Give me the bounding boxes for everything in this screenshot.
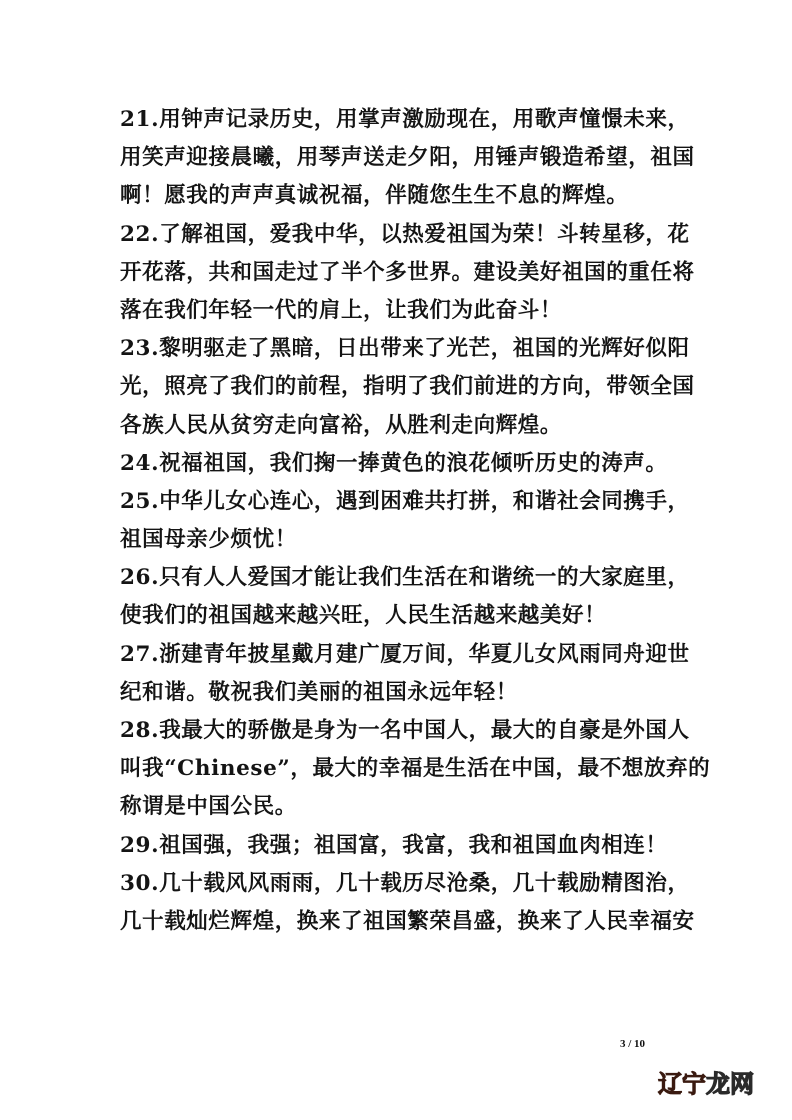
document-body bbox=[120, 101, 711, 941]
text-line: 25.中华儿女心连心，遇到困难共打拼，和谐社会同携手， bbox=[120, 488, 690, 514]
page-number: 3 / 10 bbox=[620, 1038, 646, 1050]
text-line: 光，照亮了我们的前程，指明了我们前进的方向，带领全国 bbox=[120, 374, 695, 400]
text-line: 叫我“Chinese”，最大的幸福是生活在中国，最不想放弃的 bbox=[120, 756, 711, 782]
text-line: 27.浙建青年披星戴月建广厦万间，华夏儿女风雨同舟迎世 bbox=[120, 641, 690, 667]
text-line: 28.我最大的骄傲是身为一名中国人，最大的自豪是外国人 bbox=[120, 718, 690, 743]
watermark-logo bbox=[658, 1069, 754, 1099]
watermark-part-red: 辽宁 bbox=[658, 1070, 706, 1098]
text-line: 啊！愿我的声声真诚祝福，伴随您生生不息的辉煌。 bbox=[120, 183, 629, 209]
text-line: 29.祖国强，我强；祖国富，我富，我和祖国血肉相连！ bbox=[120, 832, 668, 858]
text-line: 21.用钟声记录历史，用掌声激励现在，用歌声憧憬未来， bbox=[120, 107, 690, 132]
text-line: 各族人民从贫穷走向富裕，从胜利走向辉煌。 bbox=[120, 412, 563, 438]
text-line: 22.了解祖国，爱我中华，以热爱祖国为荣！斗转星移，花 bbox=[120, 221, 690, 247]
text-line: 几十载灿烂辉煌，换来了祖国繁荣昌盛，换来了人民幸福安 bbox=[120, 908, 695, 934]
text-line: 称谓是中国公民。 bbox=[120, 794, 297, 820]
text-line: 祖国母亲少烦忧！ bbox=[120, 527, 297, 553]
watermark-part-gray: 龙网 bbox=[706, 1070, 754, 1098]
text-line: 使我们的祖国越来越兴旺，人民生活越来越美好！ bbox=[120, 603, 607, 629]
text-line: 开花落，共和国走过了半个多世界。建设美好祖国的重任将 bbox=[120, 259, 695, 285]
text-line: 用笑声迎接晨曦，用琴声送走夕阳，用锤声锻造希望，祖国 bbox=[120, 145, 695, 171]
text-line: 23.黎明驱走了黑暗，日出带来了光芒，祖国的光辉好似阳 bbox=[120, 336, 690, 362]
text-line: 26.只有人人爱国才能让我们生活在和谐统一的大家庭里， bbox=[120, 565, 690, 591]
text-line: 落在我们年轻一代的肩上，让我们为此奋斗！ bbox=[120, 297, 563, 323]
text-line: 24.祝福祖国，我们掬一捧黄色的浪花倾听历史的涛声。 bbox=[120, 450, 668, 476]
text-line: 30.几十载风风雨雨，几十载历尽沧桑，几十载励精图治， bbox=[120, 870, 690, 896]
text-line: 纪和谐。敬祝我们美丽的祖国永远年轻！ bbox=[120, 679, 518, 705]
